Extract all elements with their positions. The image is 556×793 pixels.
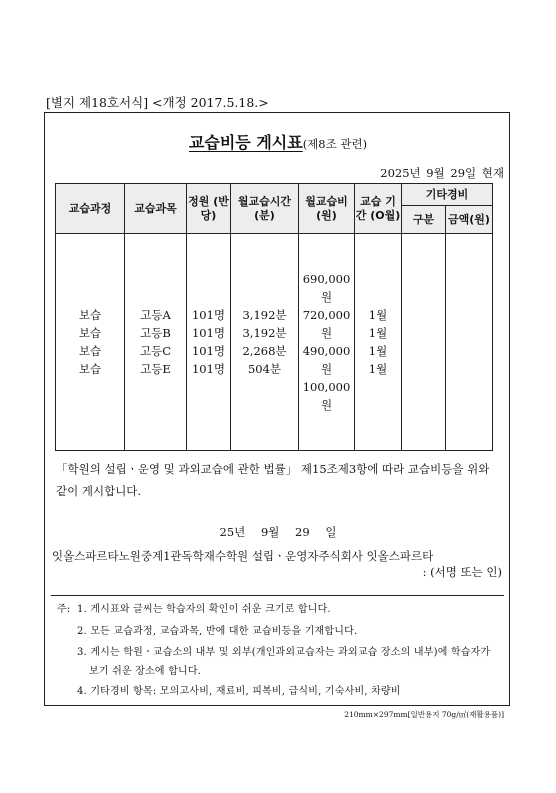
row-1-period: 1월 bbox=[368, 308, 388, 322]
title-block bbox=[0, 130, 556, 153]
header-period: 교습 기간 (O월) bbox=[355, 184, 402, 234]
note-item-1: 1. 게시표와 글씨는 학습자의 확인이 쉬운 크기로 합니다. bbox=[77, 604, 331, 615]
row-1-course: 보습 bbox=[78, 308, 102, 322]
note-item-2: 2. 모든 교습과정, 교습과목, 반에 대한 교습비등을 기재합니다. bbox=[77, 626, 358, 637]
header-monthly-fee: 월교습비(원) bbox=[299, 184, 355, 234]
paper-spec: 210mm×297mm[일반용지 70g/㎡(재활용품)] bbox=[344, 710, 504, 719]
monthly-fee-column bbox=[299, 234, 355, 451]
operator-signature-line bbox=[52, 548, 502, 580]
subject-column bbox=[125, 234, 187, 451]
row-3-course: 보습 bbox=[78, 344, 102, 358]
other-type-column bbox=[402, 234, 446, 451]
notes-label: 주: bbox=[57, 604, 71, 615]
row-1-monthly-fee: 690,000원 bbox=[302, 272, 351, 304]
row-2-period: 1월 bbox=[368, 326, 388, 340]
row-3-monthly-hours: 2,268분 bbox=[242, 344, 287, 358]
header-monthly-hours: 월교습시간(분) bbox=[231, 184, 299, 234]
signature-date: 25년 9월 29 일 bbox=[219, 525, 337, 539]
monthly-hours-column bbox=[231, 234, 299, 451]
row-4-monthly-fee: 100,000원 bbox=[302, 380, 351, 412]
row-2-capacity: 101명 bbox=[191, 326, 226, 340]
header-other-amount: 금액(원) bbox=[446, 206, 493, 234]
note-item-3-continued: 보기 쉬운 장소에 합니다. bbox=[89, 666, 202, 677]
operator-name: 잇올스파르타노원중계1관독학재수학원 설립ㆍ운영자주식회사 잇올스파르타 bbox=[52, 549, 434, 563]
row-3-subject: 고등C bbox=[139, 344, 172, 358]
row-4-course: 보습 bbox=[78, 362, 102, 376]
header-capacity: 정원 (반당) bbox=[187, 184, 231, 234]
notes-section bbox=[51, 595, 504, 707]
fee-table bbox=[55, 183, 493, 451]
document-title: 교습비등 게시표 bbox=[188, 133, 303, 152]
current-date: 2025년 9월 29일 현재 bbox=[380, 166, 504, 180]
other-amount-column bbox=[446, 234, 493, 451]
row-4-period: 1월 bbox=[368, 362, 388, 376]
note-item-4: 4. 기타경비 항목: 모의고사비, 재료비, 피복비, 급식비, 기숙사비, 차량비 bbox=[77, 686, 401, 697]
document-subtitle: (제8조 관련) bbox=[302, 137, 368, 151]
note-item-3: 3. 게시는 학원ㆍ교습소의 내부 및 외부(개인과외교습자는 과외교습 장소의 내부)에 학습자가 bbox=[77, 647, 491, 658]
notice-text: 「학원의 설립ㆍ운영 및 과외교습에 관한 법률」 제15조제3항에 따라 교습비등을 위와 같이 게시합니다. bbox=[56, 462, 490, 498]
period-column bbox=[355, 234, 402, 451]
header-other-type: 구분 bbox=[402, 206, 446, 234]
row-3-capacity: 101명 bbox=[191, 344, 226, 358]
row-4-monthly-hours: 504분 bbox=[247, 362, 282, 376]
row-3-monthly-fee: 490,000원 bbox=[302, 344, 351, 376]
row-3-period: 1월 bbox=[368, 344, 388, 358]
header-course: 교습과정 bbox=[56, 184, 125, 234]
row-4-capacity: 101명 bbox=[191, 362, 226, 376]
row-2-monthly-fee: 720,000원 bbox=[302, 308, 351, 340]
form-header: [별지 제18호서식] <개정 2017.5.18.> bbox=[46, 95, 269, 110]
row-2-subject: 고등B bbox=[140, 326, 171, 340]
row-1-capacity: 101명 bbox=[191, 308, 226, 322]
course-column bbox=[56, 234, 125, 451]
row-2-monthly-hours: 3,192분 bbox=[242, 326, 287, 340]
row-2-course: 보습 bbox=[78, 326, 102, 340]
header-other-costs: 기타경비 bbox=[402, 184, 493, 206]
signature-label: : (서명 또는 인) bbox=[422, 565, 502, 579]
row-4-subject: 고등E bbox=[140, 362, 171, 376]
row-1-subject: 고등A bbox=[140, 308, 171, 322]
row-1-monthly-hours: 3,192분 bbox=[242, 308, 287, 322]
header-subject: 교습과목 bbox=[125, 184, 187, 234]
capacity-column bbox=[187, 234, 231, 451]
